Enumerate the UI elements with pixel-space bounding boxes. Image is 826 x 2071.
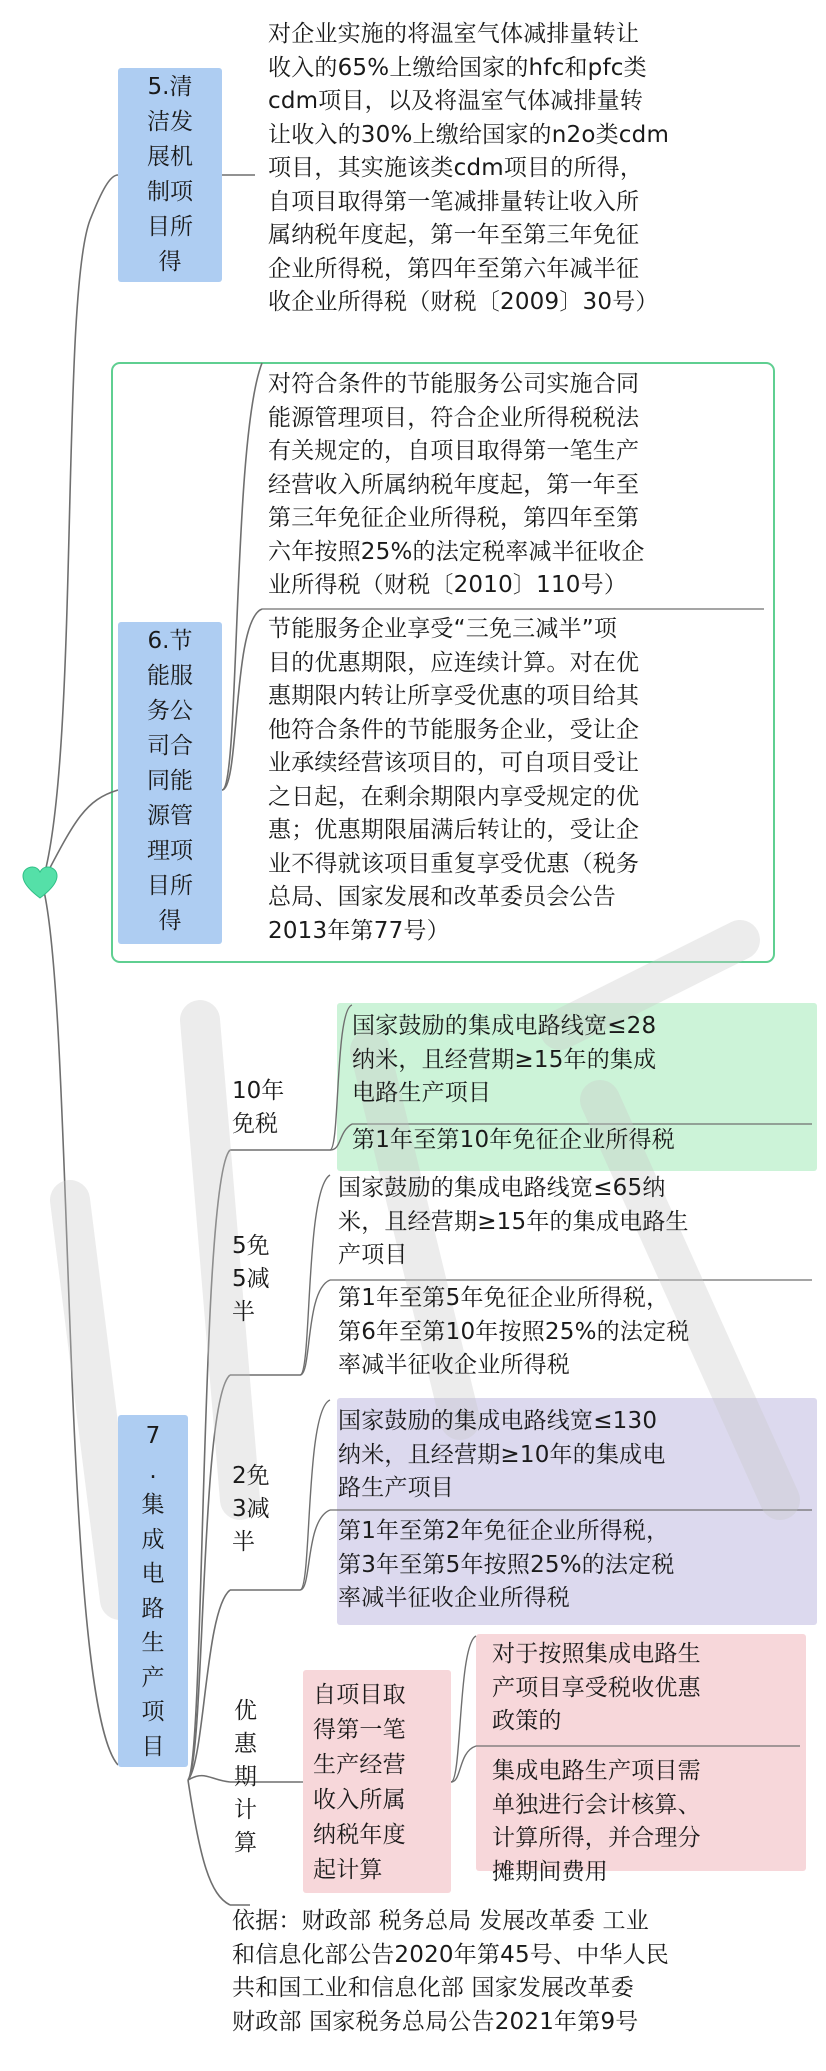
tier3-condition: 国家鼓励的集成电路线宽≤130 纳米，且经营期≥10年的集成电 路生产项目 bbox=[338, 1408, 666, 1501]
tier2-benefit: 第1年至第5年免征企业所得税， 第6年至第10年按照25%的法定税 率减半征收企业所得税 bbox=[338, 1285, 690, 1378]
tier2-label[interactable]: 5免 5减 半 bbox=[232, 1233, 270, 1325]
tier1-benefit: 第1年至第10年免征企业所得税 bbox=[352, 1127, 675, 1153]
period-start: 自项目取 得第一笔 生产经营 收入所属 纳税年度 起计算 bbox=[313, 1682, 406, 1883]
tier3-benefit: 第1年至第2年免征企业所得税， 第3年至第5年按照25%的法定税 率减半征收企业所得税 bbox=[338, 1518, 675, 1611]
section5-label[interactable]: 5.清 洁发 展机 制项 目所 得 bbox=[118, 68, 222, 282]
section6-label[interactable]: 6.节 能服 务公 司合 同能 源管 理项 目所 得 bbox=[118, 622, 222, 944]
period-note-eligibility: 对于按照集成电路生 产项目享受税收优惠 政策的 bbox=[492, 1641, 701, 1734]
root-node[interactable] bbox=[22, 866, 58, 900]
heart-icon bbox=[22, 866, 58, 900]
section5-text: 对企业实施的将温室气体减排量转让 收入的65%上缴给国家的hfc和pfc类 cdm项目，以及将温室气体减排量转 让收入的30%上缴给国家的n2o类cdm 项目，其实施该类cdm项目的所得， 自项目取得第一笔减排量转让收入所 属纳税年度起，第一年至第三年免征 企业所得税，第四年至第六年减半征 收企业所得税（财税〔2009〕30号） bbox=[268, 21, 670, 315]
tier1-condition: 国家鼓励的集成电路线宽≤28 纳米，且经营期≥15年的集成 电路生产项目 bbox=[352, 1013, 657, 1106]
period-note-accounting: 集成电路生产项目需 单独进行会计核算、 计算所得，并合理分 摊期间费用 bbox=[492, 1758, 701, 1885]
section7-basis: 依据：财政部 税务总局 发展改革委 工业 和信息化部公告2020年第45号、中华人民 共和国工业和信息化部 国家发展改革委 财政部 国家税务总局公告2021年第9号 bbox=[232, 1908, 669, 2035]
tier2-condition: 国家鼓励的集成电路线宽≤65纳 米，且经营期≥15年的集成电路生 产项目 bbox=[338, 1175, 689, 1268]
tier1-label[interactable]: 10年 免税 bbox=[232, 1078, 285, 1137]
section7-label[interactable]: 7 . 集 成 电 路 生 产 项 目 bbox=[118, 1415, 188, 1767]
section6-text-contract: 对符合条件的节能服务公司实施合同 能源管理项目，符合企业所得税税法 有关规定的，自项目取得第一笔生产 经营收入所属纳税年度起，第一年至 第三年免征企业所得税，第四年至第 六年按照25%的法定税率减半征收企 业所得税（财税〔2010〕110号） bbox=[268, 371, 645, 598]
section6-text-period: 节能服务企业享受“三免三减半”项 目的优惠期限，应连续计算。对在优 惠期限内转让所享受优惠的项目给其 他符合条件的节能服务企业，受让企 业承续经营该项目的，可自项目受让 之日起，在剩余期限内享受规定的优 惠；优惠期限届满后转让的，受让企 业不得就该项目重复享受优惠（税务 总局、国家发展和改革委员会公告 2013年第77号） bbox=[268, 616, 640, 944]
tier3-label[interactable]: 2免 3减 半 bbox=[232, 1463, 270, 1555]
period-label[interactable]: 优 惠 期 计 算 bbox=[234, 1698, 257, 1856]
